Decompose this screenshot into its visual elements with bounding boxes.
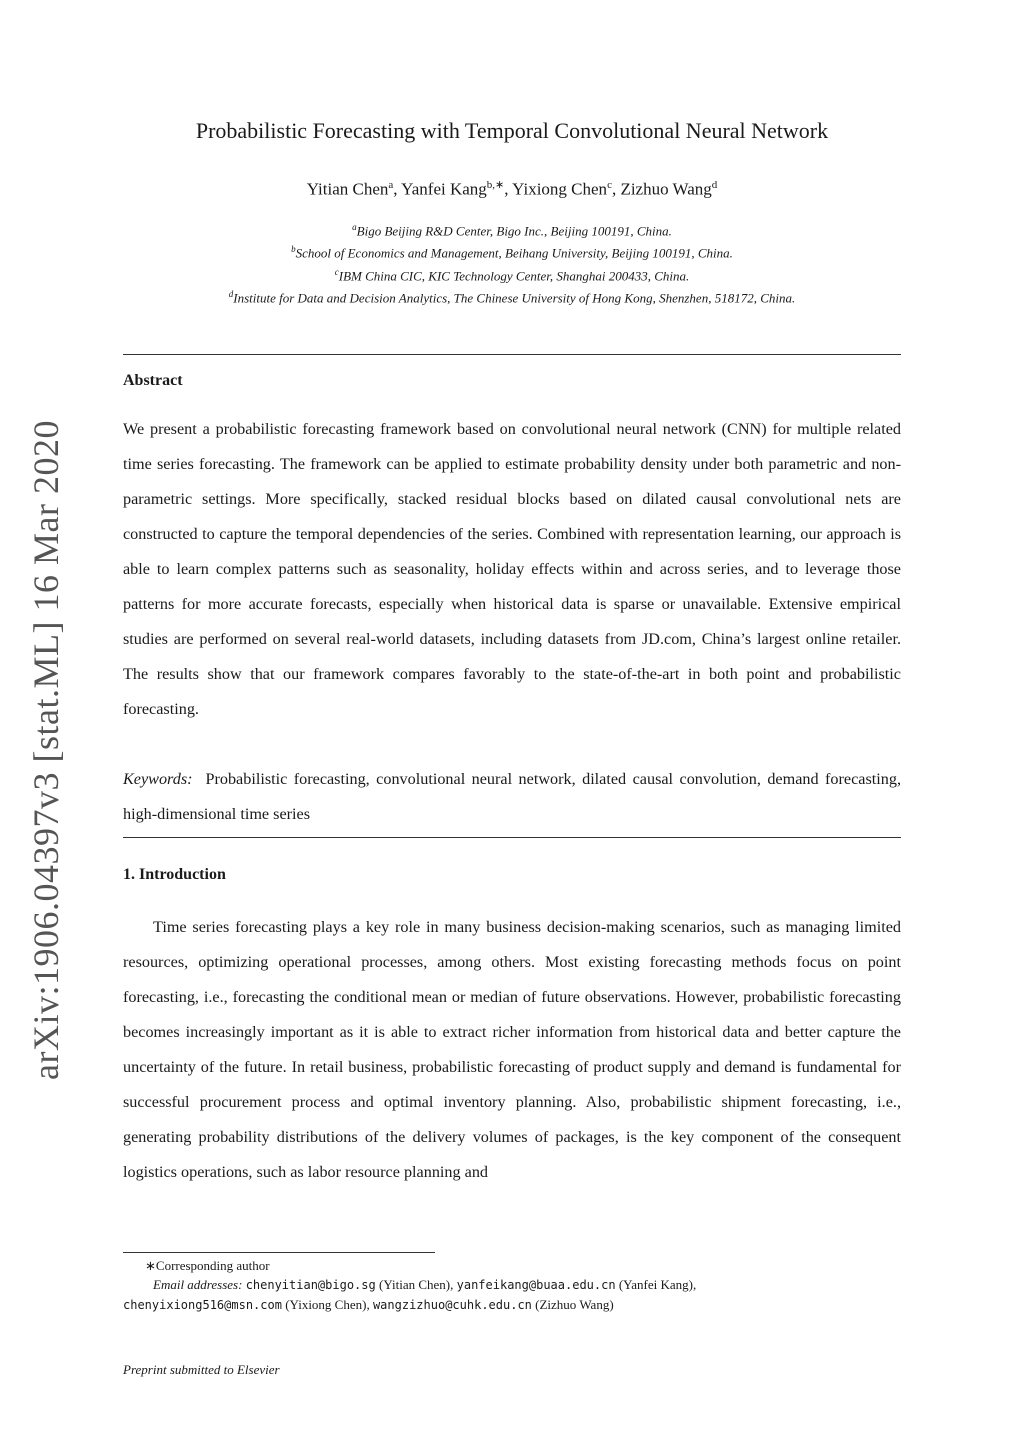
author-name: Yitian Chen — [306, 179, 389, 199]
author-affil-mark: a — [388, 179, 394, 191]
abstract-heading: Abstract — [123, 372, 183, 389]
email-owner: (Zizhuo Wang) — [535, 1297, 614, 1312]
email-addresses — [123, 1275, 901, 1295]
affiliation: $^a$Bigo Beijing R&D Center, Bigo Inc., Beijing 100191, China. — [352, 222, 672, 239]
affiliation: $^d$Institute for Data and Decision Analytics, The Chinese University of Hong Kong, Shenzhen, 518172, China. — [228, 288, 796, 306]
author-name: Yanfei Kang — [401, 179, 487, 199]
affiliation: $^b$School of Economics and Management, Beihang University, Beijing 100191, China. — [291, 244, 733, 261]
author-affil-mark: c — [607, 179, 612, 191]
author-affil-mark: b,∗ — [486, 179, 505, 191]
email-label: Email addresses: — [153, 1277, 243, 1292]
email-addresses-cont — [123, 1295, 901, 1315]
paper-title: Probabilistic Forecasting with Temporal Convolutional Neural Network — [195, 118, 829, 143]
arxiv-identifier: arXiv:1906.04397v3 [stat.ML] 16 Mar 2020 — [26, 420, 66, 1080]
footnote — [123, 1256, 901, 1315]
author-name: Yixiong Chen — [512, 179, 608, 199]
affiliation: $^c$IBM China CIC, KIC Technology Center, Shanghai 200433, China. — [334, 266, 690, 283]
email-owner: (Yanfei Kang), — [618, 1277, 697, 1292]
keywords — [123, 762, 901, 832]
abstract-top-rule — [123, 354, 901, 355]
email-owner: (Yitian Chen), — [378, 1277, 454, 1292]
introduction-text: Time series forecasting plays a key role in many business decision-making scenarios, such as managing limited resources, optimizing operational processes, among others. Most existing forecasting methods focus on point forecasting, i.e., forecasting the conditional mean or median of future observations. However, probabilistic forecasting becomes increasingly important as it is able to extract richer information from historical data and better capture the uncertainty of the future. In retail business, probabilistic forecasting of product supply and demand is fundamental for successful procurement process and optimal inventory planning. Also, probabilistic shipment forecasting, i.e., generating probability distributions of the delivery volumes of packages, is the key component of the consequent logistics operations, such as labor resource planning and — [123, 918, 901, 1181]
email-link[interactable]: chenyitian@bigo.sg — [245, 1278, 376, 1292]
keywords-label: Keywords: — [123, 770, 193, 788]
abstract-text: We present a probabilistic forecasting framework based on convolutional neural network (CNN) for multiple related time series forecasting. The framework can be applied to estimate probability density under both parametric and non-parametric settings. More specifically, stacked residual blocks based on dilated causal convolutional nets are constructed to capture the temporal dependencies of the series. Combined with representation learning, our approach is able to learn complex patterns such as seasonality, holiday effects within and across series, and to leverage those patterns for more accurate forecasts, especially when historical data is sparse or unavailable. Extensive empirical studies are performed on several real-world datasets, including datasets from JD.com, China’s largest online retailer. The results show that our framework compares favorably to the state-of-the-art in both point and probabilistic forecasting. — [123, 420, 901, 718]
author-name: Zizhuo Wang — [620, 179, 712, 199]
affiliation-list — [0, 218, 1024, 307]
corresponding-author-note: ∗Corresponding author — [145, 1258, 270, 1273]
introduction-heading: 1. Introduction — [123, 866, 226, 883]
abstract-bottom-rule — [123, 837, 901, 838]
keywords-text: Probabilistic forecasting, convolutional neural network, dilated causal convolution, demand forecasting, high-dimensional time series — [123, 770, 901, 823]
email-link[interactable]: chenyixiong516@msn.com — [123, 1298, 282, 1312]
email-owner: (Yixiong Chen), — [285, 1297, 370, 1312]
email-link[interactable]: wangzizhuo@cuhk.edu.cn — [372, 1298, 532, 1312]
footnote-rule — [123, 1252, 435, 1253]
author-affil-mark: d — [711, 179, 718, 191]
preprint-note: Preprint submitted to Elsevier — [123, 1362, 280, 1377]
email-link[interactable]: yanfeikang@buaa.edu.cn — [456, 1278, 616, 1292]
author-list: Yitian Chen$^a$, Yanfei Kang$^{b,∗}$, Yixiong Chen$^c$, Zizhuo Wang$^d$ — [306, 179, 718, 199]
